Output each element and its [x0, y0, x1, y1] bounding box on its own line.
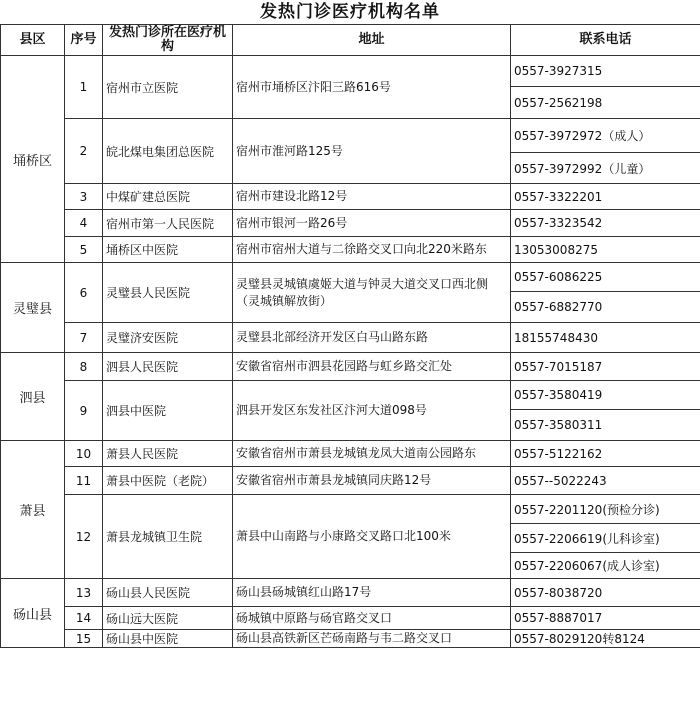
county-cell: 灵璧县 — [1, 263, 65, 353]
institution-cell: 埇桥区中医院 — [103, 237, 233, 263]
phone-cell: 0557-5122162 — [511, 441, 700, 467]
serial-number-cell: 2 — [65, 119, 103, 184]
phone-cell: 0557-2562198 — [511, 87, 700, 119]
address-cell: 宿州市淮河路125号 — [233, 119, 511, 184]
address-cell: 泗县开发区东发社区汴河大道098号 — [233, 381, 511, 441]
table-row — [1, 353, 700, 381]
institution-cell: 泗县人民医院 — [103, 353, 233, 381]
phone-cell: 0557-3972992（儿童） — [511, 153, 700, 184]
phone-cell: 0557-8887017 — [511, 607, 700, 630]
serial-number-cell: 3 — [65, 184, 103, 210]
institution-cell: 萧县龙城镇卫生院 — [103, 495, 233, 579]
header-number: 序号 — [65, 25, 103, 56]
institution-cell: 灵璧县人民医院 — [103, 263, 233, 323]
institution-cell: 中煤矿建总医院 — [103, 184, 233, 210]
county-cell: 砀山县 — [1, 579, 65, 648]
serial-number-cell: 4 — [65, 210, 103, 237]
table-row — [1, 381, 700, 410]
serial-number-cell: 5 — [65, 237, 103, 263]
institution-cell: 砀山县中医院 — [103, 630, 233, 648]
address-cell: 安徽省宿州市萧县龙城镇同庆路12号 — [233, 467, 511, 495]
institution-cell: 萧县中医院（老院） — [103, 467, 233, 495]
institution-cell: 萧县人民医院 — [103, 441, 233, 467]
table-row — [1, 263, 700, 292]
county-cell: 泗县 — [1, 353, 65, 441]
address-cell: 安徽省宿州市萧县龙城镇龙凤大道南公园路东 — [233, 441, 511, 467]
serial-number-cell: 14 — [65, 607, 103, 630]
serial-number-cell: 1 — [65, 56, 103, 119]
header-row — [1, 25, 700, 56]
table-row — [1, 467, 700, 495]
phone-cell: 0557--5022243 — [511, 467, 700, 495]
institution-cell: 灵璧济安医院 — [103, 323, 233, 353]
table-row — [1, 184, 700, 210]
institution-cell: 砀山远大医院 — [103, 607, 233, 630]
serial-number-cell: 9 — [65, 381, 103, 441]
serial-number-cell: 11 — [65, 467, 103, 495]
address-cell: 砀山县砀城镇红山路17号 — [233, 579, 511, 607]
serial-number-cell: 13 — [65, 579, 103, 607]
phone-cell: 13053008275 — [511, 237, 700, 263]
address-cell: 砀城镇中原路与砀官路交叉口 — [233, 607, 511, 630]
header-institution: 发热门诊所在医疗机构 — [103, 25, 233, 56]
table-row — [1, 323, 700, 353]
phone-cell: 0557-3927315 — [511, 56, 700, 87]
institution-cell: 皖北煤电集团总医院 — [103, 119, 233, 184]
phone-cell: 0557-7015187 — [511, 353, 700, 381]
phone-cell: 0557-2206619(儿科诊室) — [511, 524, 700, 553]
table-row — [1, 579, 700, 607]
institution-cell: 砀山县人民医院 — [103, 579, 233, 607]
table-row — [1, 630, 700, 648]
phone-cell: 0557-2201120(预检分诊) — [511, 495, 700, 524]
hospital-table — [0, 24, 700, 648]
address-cell: 安徽省宿州市泗县花园路与虹乡路交汇处 — [233, 353, 511, 381]
county-cell: 萧县 — [1, 441, 65, 579]
page-title: 发热门诊医疗机构名单 — [260, 2, 440, 22]
serial-number-cell: 6 — [65, 263, 103, 323]
address-cell: 宿州市宿州大道与二徐路交叉口向北220米路东 — [233, 237, 511, 263]
serial-number-cell: 12 — [65, 495, 103, 579]
institution-cell: 泗县中医院 — [103, 381, 233, 441]
address-cell: 灵璧县灵城镇虞姬大道与钟灵大道交叉口西北侧（灵城镇解放街） — [233, 263, 511, 323]
phone-cell: 0557-8038720 — [511, 579, 700, 607]
address-cell: 宿州市埇桥区汴阳三路616号 — [233, 56, 511, 119]
serial-number-cell: 15 — [65, 630, 103, 648]
institution-cell: 宿州市第一人民医院 — [103, 210, 233, 237]
phone-cell: 0557-6086225 — [511, 263, 700, 292]
table-row — [1, 495, 700, 524]
phone-cell: 0557-3322201 — [511, 184, 700, 210]
phone-cell: 0557-3580311 — [511, 410, 700, 441]
phone-cell: 18155748430 — [511, 323, 700, 353]
header-address: 地址 — [233, 25, 511, 56]
table-row — [1, 237, 700, 263]
county-cell: 埇桥区 — [1, 56, 65, 263]
phone-cell: 0557-8029120转8124 — [511, 630, 700, 648]
address-cell: 宿州市银河一路26号 — [233, 210, 511, 237]
phone-cell: 0557-6882770 — [511, 292, 700, 323]
serial-number-cell: 8 — [65, 353, 103, 381]
phone-cell: 0557-3323542 — [511, 210, 700, 237]
serial-number-cell: 7 — [65, 323, 103, 353]
address-cell: 宿州市建设北路12号 — [233, 184, 511, 210]
phone-cell: 0557-3580419 — [511, 381, 700, 410]
header-county: 县区 — [1, 25, 65, 56]
institution-cell: 宿州市立医院 — [103, 56, 233, 119]
header-phone: 联系电话 — [511, 25, 700, 56]
table-row — [1, 441, 700, 467]
table-row — [1, 607, 700, 630]
address-cell: 砀山县高铁新区芒砀南路与韦二路交叉口 — [233, 630, 511, 648]
address-cell: 灵璧县北部经济开发区白马山路东路 — [233, 323, 511, 353]
table-row — [1, 210, 700, 237]
table-row — [1, 119, 700, 153]
serial-number-cell: 10 — [65, 441, 103, 467]
address-cell: 萧县中山南路与小康路交叉路口北100米 — [233, 495, 511, 579]
phone-cell: 0557-2206067(成人诊室) — [511, 553, 700, 579]
table-row — [1, 56, 700, 87]
phone-cell: 0557-3972972（成人） — [511, 119, 700, 153]
